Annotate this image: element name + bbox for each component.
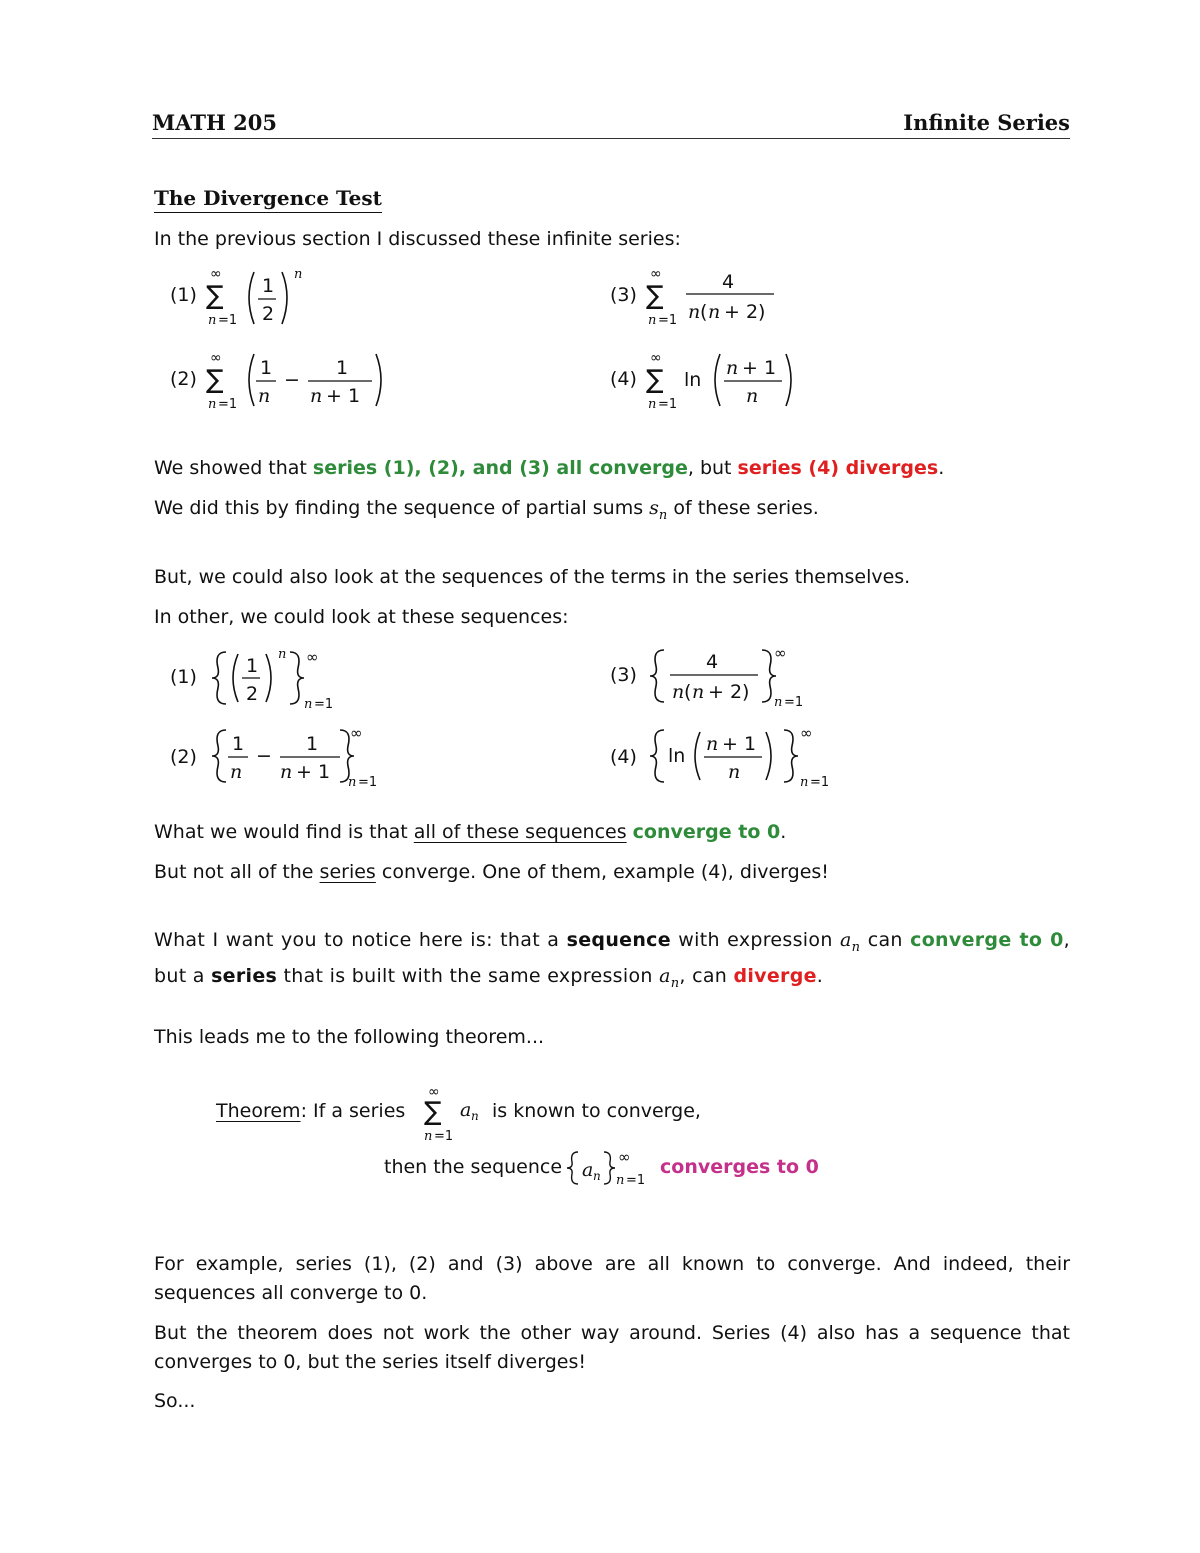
svg-text:2: 2 [246, 683, 259, 705]
svg-text:+ 1: + 1 [296, 761, 331, 783]
svg-text:a: a [460, 1099, 472, 1121]
notall-underlined: series [319, 861, 376, 883]
svg-text:+ 1: + 1 [326, 385, 361, 407]
notice-p5: that is built with the same expression [277, 964, 660, 987]
svg-text:=1: =1 [626, 1173, 646, 1188]
svg-text:n: n [648, 397, 657, 412]
svg-text:=1: =1 [358, 775, 378, 790]
svg-text:4: 4 [706, 651, 719, 673]
svg-text:∞: ∞ [800, 724, 813, 742]
other-paragraph: In other, we could look at these sequences: [154, 606, 569, 628]
svg-text:1: 1 [260, 357, 273, 379]
did-symbol: s [649, 497, 659, 519]
svg-text:=1: =1 [810, 775, 830, 790]
svg-text:n: n [800, 775, 809, 790]
svg-text:n: n [278, 647, 287, 662]
section-title: The Divergence Test [154, 186, 382, 213]
svg-text:∞: ∞ [210, 350, 222, 366]
theorem-conclusion: converges to 0 [660, 1156, 819, 1178]
showed-converge: series (1), (2), and (3) all converge [312, 457, 688, 479]
showed-mid: , but [687, 457, 738, 479]
svg-text:n: n [280, 761, 293, 783]
notice-sym2: a [659, 964, 671, 987]
theorem-line-1 [216, 1100, 405, 1122]
sequence-1-label: (1) [170, 666, 197, 688]
sequence-2-formula [210, 724, 400, 799]
svg-text:n: n [688, 301, 701, 323]
series-2-label: (2) [170, 368, 197, 390]
notice-diverge: diverge [733, 964, 817, 987]
find-paragraph [154, 821, 786, 843]
svg-text:−: − [256, 745, 272, 767]
notice-p4: , but a [154, 929, 1070, 987]
sequence-3-formula [648, 644, 818, 719]
notice-sub2: n [670, 975, 680, 991]
showed-end: . [938, 457, 945, 479]
chapter-title: Infinite Series [903, 110, 1070, 135]
svg-text:=1: =1 [314, 697, 334, 712]
svg-text:1: 1 [246, 655, 259, 677]
svg-text:1: 1 [262, 275, 275, 297]
showed-paragraph [154, 457, 944, 479]
notice-paragraph [154, 926, 1070, 998]
svg-text:n: n [746, 385, 759, 407]
svg-text:∞: ∞ [428, 1084, 440, 1100]
svg-text:=1: =1 [218, 313, 238, 328]
notice-converge: converge to 0 [910, 929, 1064, 951]
svg-text:(: ( [700, 301, 708, 323]
find-pre: What we would find is that [154, 821, 414, 843]
svg-text:n: n [424, 1129, 433, 1144]
notice-p7: . [816, 964, 824, 987]
svg-text:∑: ∑ [646, 281, 664, 311]
svg-text:+ 1: + 1 [722, 733, 757, 755]
notall-paragraph [154, 861, 829, 883]
sequence-4-label: (4) [610, 746, 637, 768]
svg-text:1: 1 [306, 733, 319, 755]
theorem-then: then the sequence [384, 1156, 563, 1178]
notice-sym1: a [840, 929, 852, 951]
svg-text:∞: ∞ [350, 724, 363, 742]
did-subscript: n [658, 507, 668, 523]
svg-text:−: − [284, 369, 300, 391]
svg-text:n: n [708, 301, 721, 323]
notice-sequence: sequence [566, 929, 671, 951]
svg-text:n: n [774, 695, 783, 710]
but-paragraph: But, we could also look at the sequences of the terms in the series themselves. [154, 566, 911, 588]
sequence-2-label: (2) [170, 746, 197, 768]
series-3-formula [644, 262, 784, 337]
svg-text:1: 1 [336, 357, 349, 379]
find-end: . [780, 821, 787, 843]
svg-text:∞: ∞ [650, 350, 662, 366]
example-paragraph: For example, series (1), (2) and (3) above are all known to converge. And indeed, their sequences all converge to 0. [154, 1253, 1070, 1304]
svg-text:n: n [593, 1169, 601, 1183]
svg-text:2: 2 [262, 303, 275, 325]
so-paragraph: So... [154, 1390, 196, 1412]
series-4-formula [644, 346, 814, 421]
showed-pre: We showed that [154, 457, 313, 479]
series-1-formula [204, 262, 314, 337]
find-underlined: all of these sequences [413, 821, 627, 843]
notice-series: series [211, 964, 278, 987]
notall-pre: But not all of the [154, 861, 320, 883]
series-3-label: (3) [610, 284, 637, 306]
svg-text:4: 4 [722, 271, 735, 293]
svg-text:n: n [208, 397, 217, 412]
svg-text:1: 1 [232, 733, 245, 755]
svg-text:=1: =1 [658, 313, 678, 328]
svg-text:n: n [648, 313, 657, 328]
series-4-label: (4) [610, 368, 637, 390]
svg-text:a: a [582, 1159, 594, 1181]
svg-text:=1: =1 [658, 397, 678, 412]
theorem-if: : If a series [300, 1100, 406, 1122]
sequence-1-formula [210, 644, 360, 719]
sequence-3-label: (3) [610, 664, 637, 686]
find-converge: converge to 0 [632, 821, 781, 843]
course-title: MATH 205 [152, 110, 278, 135]
svg-text:n: n [672, 681, 685, 703]
svg-text:ln: ln [668, 745, 686, 767]
did-post: of these series. [667, 497, 819, 519]
svg-text:=1: =1 [434, 1129, 454, 1144]
svg-text:∞: ∞ [306, 648, 319, 666]
showed-diverges: series (4) diverges [737, 457, 939, 479]
svg-text:n: n [706, 733, 719, 755]
svg-text:∞: ∞ [618, 1148, 631, 1166]
notice-p1: What I want you to notice here is: that a [154, 929, 567, 951]
notice-p3: can [860, 929, 911, 951]
notwork-paragraph: But the theorem does not work the other way around. Series (4) also has a sequence that converges to 0, but the series itself diverges! [154, 1322, 1070, 1373]
notall-post: converge. One of them, example (4), diverges! [375, 861, 829, 883]
svg-text:∑: ∑ [206, 365, 224, 395]
notice-p2: with expression [670, 929, 841, 951]
theorem-sequence [566, 1146, 656, 1195]
svg-text:∑: ∑ [424, 1097, 442, 1127]
svg-text:=1: =1 [218, 397, 238, 412]
theorem-label: Theorem [216, 1100, 301, 1122]
header-rule [152, 138, 1070, 139]
svg-text:ln: ln [684, 369, 702, 391]
svg-text:∑: ∑ [206, 281, 224, 311]
svg-text:∑: ∑ [646, 365, 664, 395]
did-paragraph [154, 497, 819, 523]
notice-p6: , can [679, 964, 734, 987]
theorem-sum [420, 1082, 490, 1151]
svg-text:n: n [692, 681, 705, 703]
svg-text:n: n [616, 1173, 625, 1188]
leads-paragraph: This leads me to the following theorem... [154, 1026, 545, 1048]
svg-text:∞: ∞ [774, 644, 787, 662]
svg-text:n: n [728, 761, 741, 783]
svg-text:n: n [230, 761, 243, 783]
svg-text:n: n [471, 1109, 479, 1123]
series-1-label: (1) [170, 284, 197, 306]
svg-text:n: n [310, 385, 323, 407]
svg-text:(: ( [684, 681, 692, 703]
svg-text:∞: ∞ [650, 266, 662, 282]
svg-text:+ 2): + 2) [708, 681, 750, 703]
svg-text:=1: =1 [784, 695, 804, 710]
svg-text:+ 1: + 1 [742, 357, 777, 379]
svg-text:∞: ∞ [210, 266, 222, 282]
svg-text:n: n [304, 697, 313, 712]
svg-text:n: n [258, 385, 271, 407]
svg-text:n: n [294, 267, 303, 282]
svg-text:n: n [726, 357, 739, 379]
did-pre: We did this by finding the sequence of partial sums [154, 497, 650, 519]
notice-sub1: n [851, 939, 861, 955]
intro-text: In the previous section I discussed these infinite series: [154, 228, 681, 250]
sequence-4-formula [648, 724, 838, 799]
series-2-formula [204, 346, 394, 421]
theorem-converge-text: is known to converge, [492, 1100, 701, 1122]
svg-text:n: n [348, 775, 357, 790]
svg-text:+ 2): + 2) [724, 301, 766, 323]
svg-text:n: n [208, 313, 217, 328]
